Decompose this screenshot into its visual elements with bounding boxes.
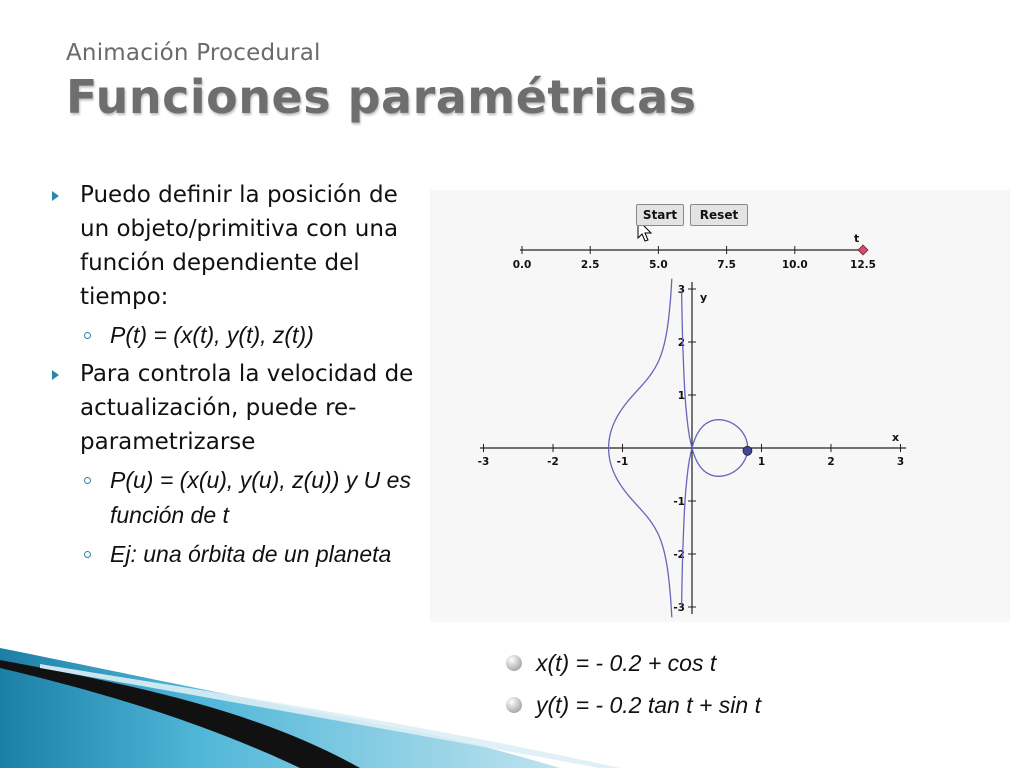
bullet-position-text: Puedo definir la posición de un objeto/primitiva con una función dependiente del tiempo: xyxy=(80,182,399,310)
slide-subtitle: Animación Procedural xyxy=(66,40,321,66)
t-tick-label: 7.5 xyxy=(717,259,736,271)
t-slider-handle[interactable] xyxy=(858,245,868,255)
reset-button[interactable]: Reset xyxy=(690,204,748,226)
formula-y xyxy=(504,687,761,729)
ring-bullet-icon xyxy=(84,551,91,558)
x-tick-label: 2 xyxy=(827,456,835,468)
formula-list xyxy=(504,645,761,729)
ring-bullet-icon xyxy=(84,477,91,484)
arrow-bullet-icon xyxy=(52,370,59,380)
y-tick-label: 1 xyxy=(677,390,685,402)
t-tick-label: 2.5 xyxy=(580,259,600,271)
plot-canvas xyxy=(430,190,1010,622)
t-tick-label: 0.0 xyxy=(512,259,532,271)
slide-title: Funciones paramétricas xyxy=(66,70,697,124)
formula-x-text: x(t) = - 0.2 + cos t xyxy=(536,650,717,676)
t-tick-label: 10.0 xyxy=(781,259,808,271)
t-tick-label: 5.0 xyxy=(649,259,668,271)
bullet-velocity-text: Para controla la velocidad de actualización, puede re-parametrizarse xyxy=(80,361,414,455)
y-tick-label: -1 xyxy=(673,496,685,508)
sphere-bullet-icon xyxy=(506,697,522,713)
t-slider-label: t xyxy=(854,232,860,245)
y-tick-label: 2 xyxy=(677,337,685,349)
x-tick-label: -1 xyxy=(616,456,629,468)
sub-bullet-orbit-text: Ej: una órbita de un planeta xyxy=(110,541,392,567)
sub-bullet-pt-text: P(t) = (x(t), y(t), z(t)) xyxy=(110,322,314,348)
formula-y-text: y(t) = - 0.2 tan t + sin t xyxy=(536,692,761,718)
y-tick-label: -2 xyxy=(673,549,685,561)
x-tick-label: 3 xyxy=(896,456,905,468)
x-tick-label: -3 xyxy=(477,456,490,468)
x-tick-label: 1 xyxy=(757,456,766,468)
sub-bullet-orbit xyxy=(50,537,430,572)
parametric-applet xyxy=(430,190,1010,622)
x-axis-label: x xyxy=(892,431,900,444)
sub-bullet-pt xyxy=(50,318,430,353)
y-axis-label: y xyxy=(700,291,708,304)
bullet-position xyxy=(50,178,430,314)
bullet-list xyxy=(50,178,430,576)
current-point xyxy=(743,446,752,455)
arrow-bullet-icon xyxy=(52,191,59,201)
sphere-bullet-icon xyxy=(506,655,522,671)
y-tick-label: -3 xyxy=(673,602,685,614)
sub-bullet-pu-text: P(u) = (x(u), y(u), z(u)) y U es función de t xyxy=(110,467,411,528)
y-tick-label: 3 xyxy=(677,284,685,296)
start-button[interactable]: Start xyxy=(636,204,684,226)
bullet-velocity xyxy=(50,357,430,459)
formula-x xyxy=(504,645,761,687)
t-tick-label: 12.5 xyxy=(850,259,876,271)
x-tick-label: -2 xyxy=(547,456,559,468)
ring-bullet-icon xyxy=(84,332,91,339)
sub-bullet-pu xyxy=(50,463,430,533)
